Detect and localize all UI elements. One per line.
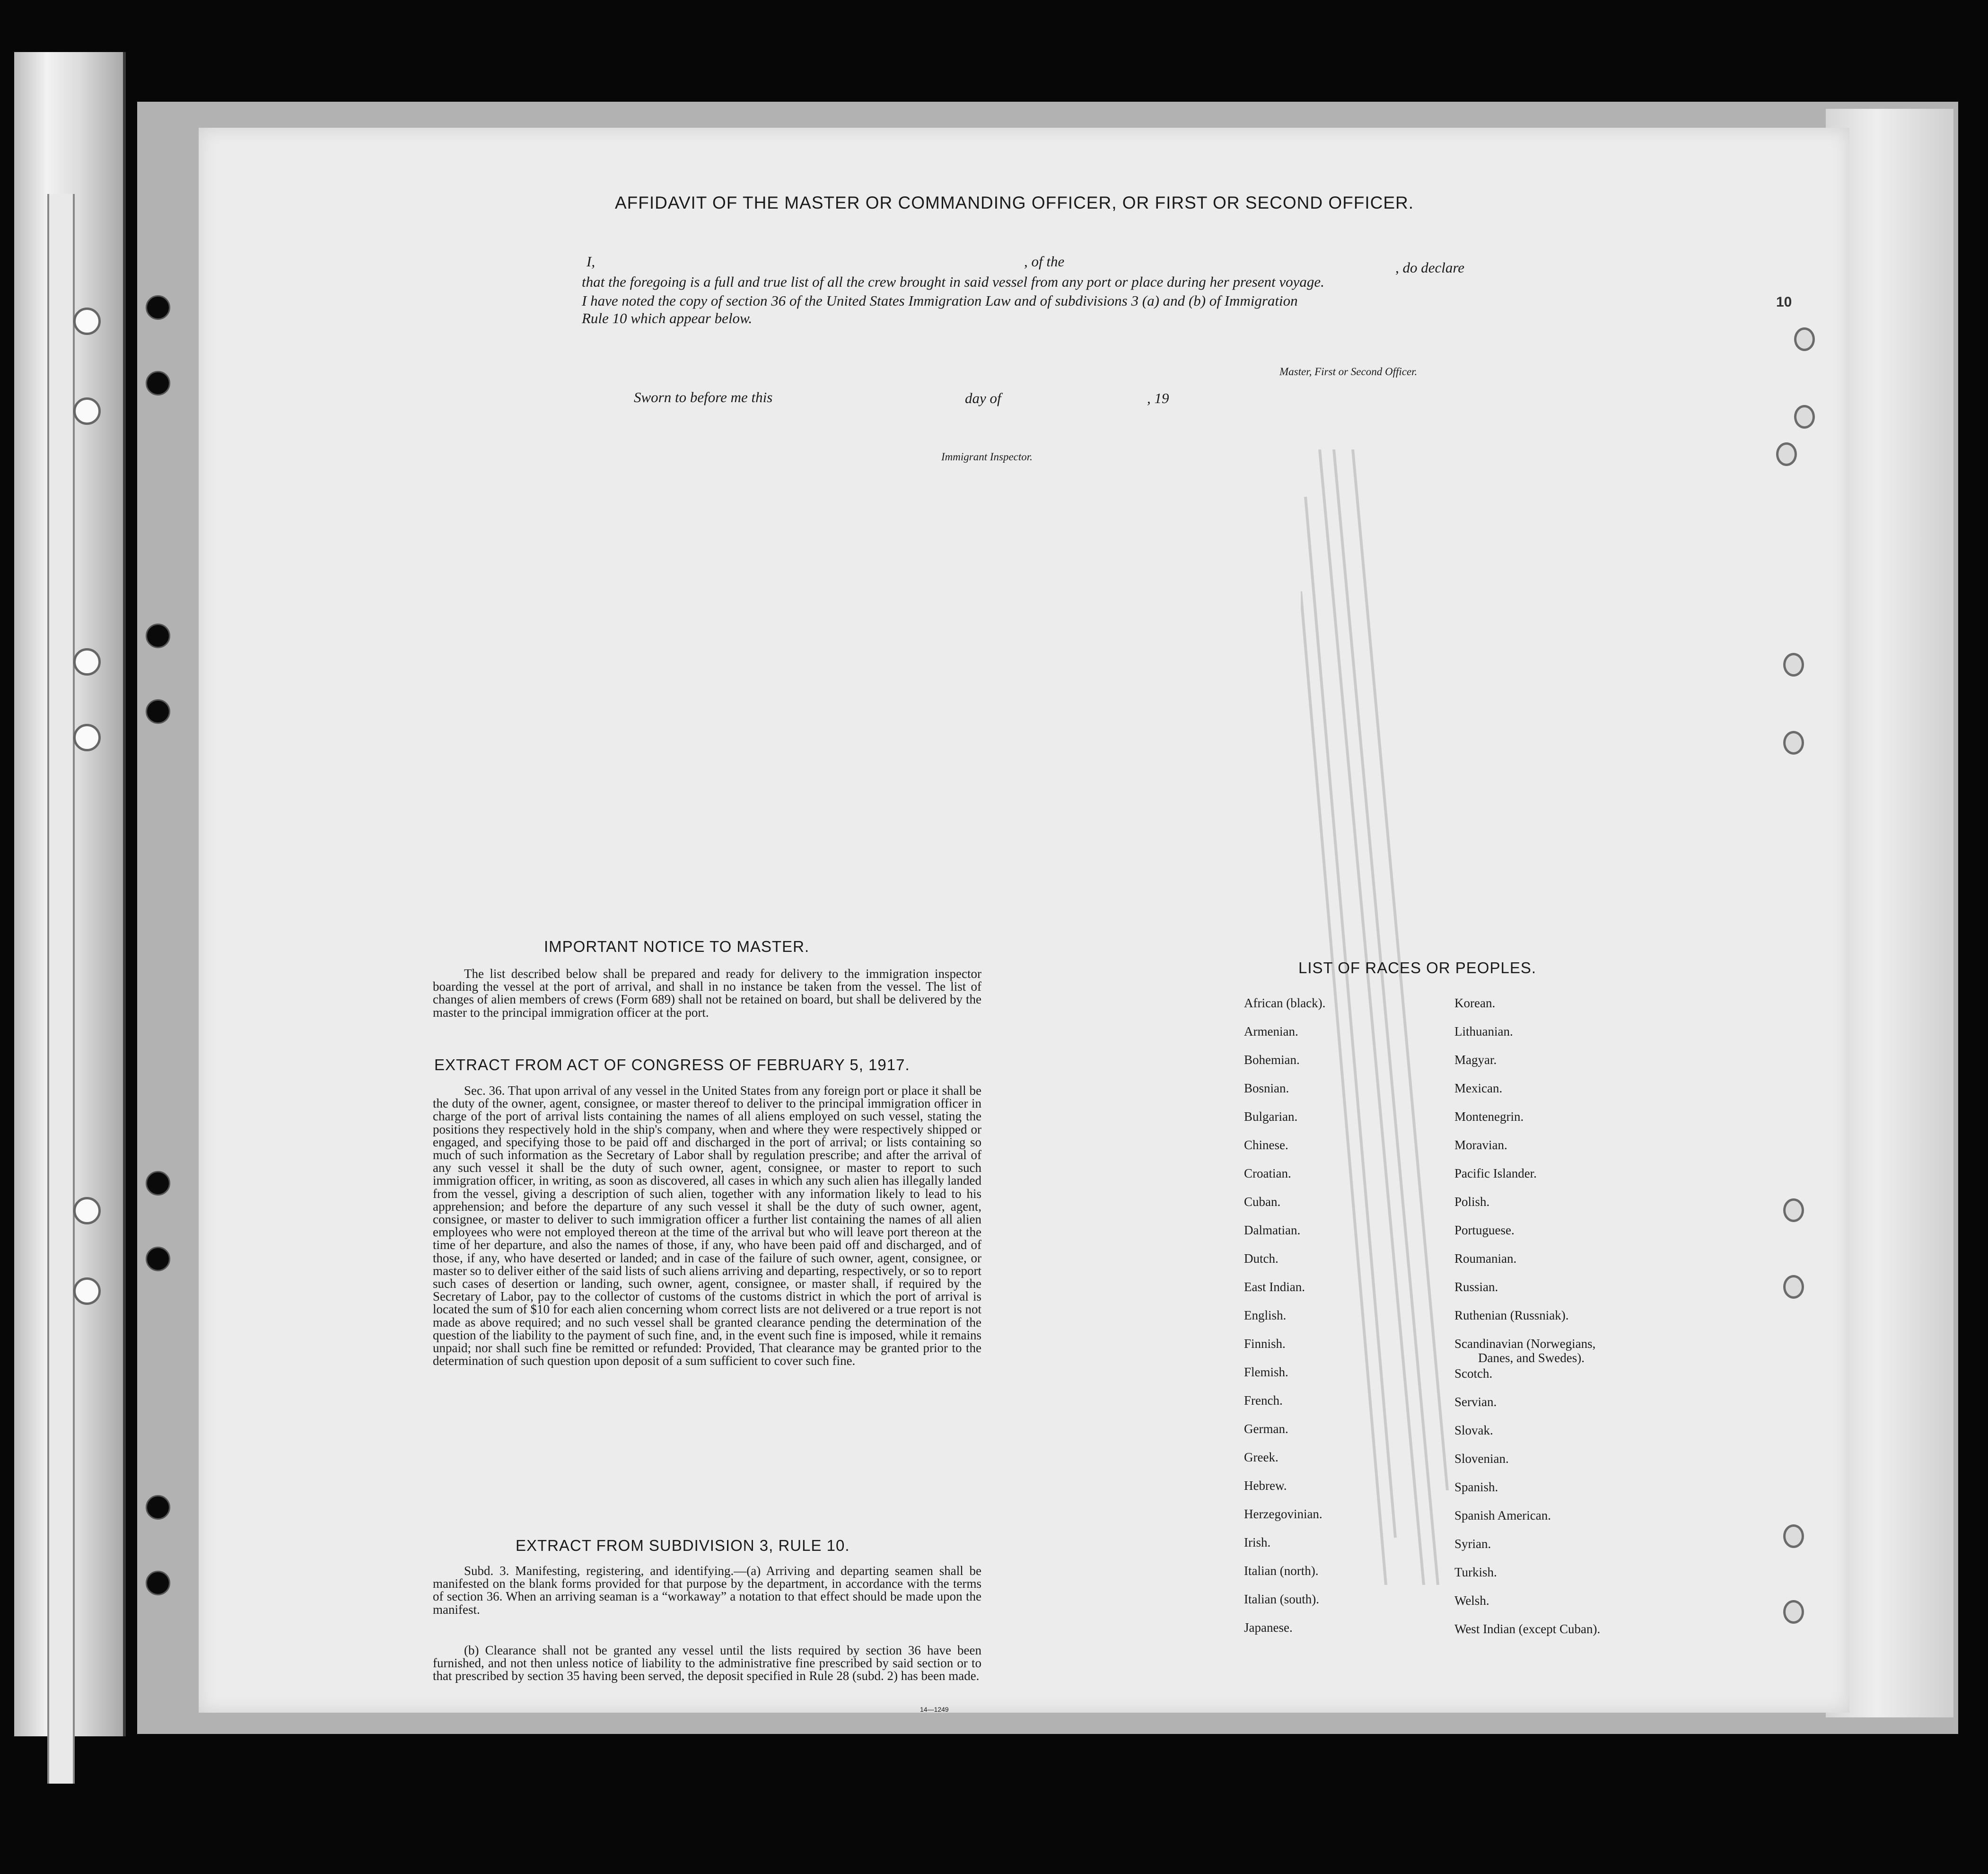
race-item: Slovenian. (1454, 1452, 1509, 1466)
race-item: Syrian. (1454, 1537, 1491, 1551)
form-number: 14—1249 (920, 1706, 949, 1713)
race-item: French. (1244, 1393, 1283, 1408)
race-item: Welsh. (1454, 1593, 1489, 1608)
ring-hole (1783, 1275, 1804, 1299)
race-item: Mexican. (1454, 1081, 1503, 1095)
race-item: Servian. (1454, 1395, 1497, 1409)
race-item: Dalmatian. (1244, 1223, 1301, 1237)
race-item: Scandinavian (Norwegians, (1454, 1337, 1596, 1351)
race-item: Finnish. (1244, 1337, 1286, 1351)
race-item: Bohemian. (1244, 1053, 1300, 1067)
race-item: Irish. (1244, 1535, 1271, 1549)
race-item: Hebrew. (1244, 1478, 1287, 1493)
binder-ring-hole (73, 724, 101, 751)
ring-hole (1794, 327, 1815, 351)
race-item: Armenian. (1244, 1024, 1298, 1038)
race-item: Flemish. (1244, 1365, 1288, 1379)
race-item: Bulgarian. (1244, 1109, 1298, 1124)
race-item: English. (1244, 1308, 1287, 1322)
race-item: Slovak. (1454, 1423, 1493, 1437)
affidavit-line-3: I have noted the copy of section 36 of the United States Immigration Law and of subdivisions 3 (a) and (b) of Immigration (582, 292, 1298, 309)
race-item: Portuguese. (1454, 1223, 1515, 1237)
race-item: Spanish. (1454, 1480, 1498, 1494)
binder-strip (47, 194, 75, 1784)
ring-hole (1783, 1198, 1804, 1222)
race-item: Moravian. (1454, 1138, 1507, 1152)
notice-text: The list described below shall be prepared and ready for delivery to the immigration inspector boarding the vessel at the port of arrival, and shall in no instance be taken from the vessel. The list of changes of alien members of crews (Form 689) shall not be retained on board, but shall be delivered by the master to the principal immigration officer at the port. (433, 967, 981, 1020)
race-item: African (black). (1244, 996, 1326, 1010)
race-item: Bosnian. (1244, 1081, 1289, 1095)
rule-heading: EXTRACT FROM SUBDIVISION 3, RULE 10. (516, 1537, 850, 1554)
rule-text-b: (b) Clearance shall not be granted any vessel until the lists required by section 36 have been furnished, and not then unless notice of liability to the administrative fine prescribed by said section or to that prescribed by section 35 having been served, the deposit specified in Rule 28 (subd. 2) has been made. (433, 1643, 981, 1683)
notice-heading: IMPORTANT NOTICE TO MASTER. (544, 938, 810, 955)
affidavit-declare: , do declare (1395, 259, 1465, 276)
race-item: German. (1244, 1422, 1288, 1436)
punch-hole (146, 699, 170, 724)
ring-hole (1776, 442, 1797, 466)
act-heading: EXTRACT FROM ACT OF CONGRESS OF FEBRUARY 5, 1917. (434, 1056, 910, 1073)
binder-ring-hole (73, 1197, 101, 1224)
affidavit-title: AFFIDAVIT OF THE MASTER OR COMMANDING OFFICER, OR FIRST OR SECOND OFFICER. (615, 193, 1414, 212)
binder-edge (14, 52, 126, 1736)
punch-hole (146, 295, 170, 320)
binder-ring-hole (73, 397, 101, 425)
punch-hole (146, 624, 170, 648)
race-item: Japanese. (1244, 1620, 1293, 1635)
race-item: Danes, and Swedes). (1478, 1351, 1585, 1365)
race-item: Roumanian. (1454, 1251, 1517, 1266)
race-item: Croatian. (1244, 1166, 1291, 1180)
race-item: Turkish. (1454, 1565, 1497, 1579)
race-item: Cuban. (1244, 1195, 1281, 1209)
punch-hole (146, 1247, 170, 1271)
sworn-text: Sworn to before me this (634, 389, 773, 405)
ring-hole (1783, 653, 1804, 677)
race-item: Scotch. (1454, 1366, 1493, 1381)
year-text: , 19 (1147, 390, 1169, 406)
affidavit-line-4: Rule 10 which appear below. (582, 310, 753, 326)
race-item: Russian. (1454, 1280, 1498, 1294)
punch-hole (146, 1495, 170, 1520)
ring-hole (1794, 405, 1815, 429)
race-item: Italian (south). (1244, 1592, 1319, 1606)
races-list (1239, 996, 1689, 1668)
ring-hole (1783, 731, 1804, 755)
rule-text-a: Subd. 3. Manifesting, registering, and identifying.—(a) Arriving and departing seamen shall be manifested on the blank forms provided for that purpose by the department, in accordance with the terms of section 36. When an arriving seaman is a “workaway” a notation to that effect should be made upon the manifest. (433, 1564, 981, 1617)
affidavit-i: I, (587, 253, 596, 270)
inspector-signature-label: Immigrant Inspector. (941, 451, 1033, 463)
race-item: Chinese. (1244, 1138, 1288, 1152)
affidavit-of-the: , of the (1024, 253, 1065, 270)
race-item: Herzegovinian. (1244, 1507, 1322, 1521)
race-item: Polish. (1454, 1195, 1490, 1209)
binder-ring-hole (73, 308, 101, 335)
race-item: Pacific Islander. (1454, 1166, 1537, 1180)
margin-mark: 10 (1776, 294, 1792, 310)
races-heading: LIST OF RACES OR PEOPLES. (1298, 959, 1537, 977)
ring-hole (1783, 1600, 1804, 1624)
punch-hole (146, 371, 170, 396)
race-item: West Indian (except Cuban). (1454, 1622, 1601, 1636)
race-item: Ruthenian (Russniak). (1454, 1308, 1569, 1322)
binder-ring-hole (73, 1277, 101, 1305)
race-item: Montenegrin. (1454, 1109, 1524, 1124)
ring-hole (1783, 1524, 1804, 1548)
master-signature-label: Master, First or Second Officer. (1279, 366, 1418, 378)
binder-ring-hole (73, 648, 101, 676)
race-item: Korean. (1454, 996, 1496, 1010)
race-item: Dutch. (1244, 1251, 1279, 1266)
act-text: Sec. 36. That upon arrival of any vessel in the United States from any foreign port or place it shall be the duty of the owner, agent, consignee, or master thereof to deliver to the principal immigration officer in charge of the port of arrival lists containing the names of all aliens employed on such vessel, stating the positions they respectively hold in the ship's company, when and where they were respectively shipped or engaged, and specifying those to be paid off and discharged in the port of arrival; or lists containing so much of such information as the Secretary of Labor shall by regulation prescribe; and after the arrival of any such vessel it shall be the duty of such owner, agent, consignee, or master to report to such immigration officer, in writing, as soon as discovered, all cases in which any such alien has illegally landed from the vessel, giving a description of such alien, together with any information likely to lead to his apprehension; and before the departure of any such vessel it shall be the duty of such owner, agent, consignee, or master to deliver to such immigration officer a further list containing the names of all alien employees who were not employed thereon at the time of the arrival but who will leave port thereon at the time of her departure, and also the names of those, if any, who have been paid off and discharged, and of those, if any, who have deserted or landed; and in case of the failure of such owner, agent, consignee, or master so to deliver either of the said lists of such aliens arriving and departing, respectively, or so to report such cases of desertion or landing, such owner, agent, consignee, or master shall, if required by the Secretary of Labor, pay to the collector of customs of the customs district in which the port of arrival is located the sum of $10 for each alien concerning whom correct lists are not delivered or a true report is not made as above required; and no such vessel shall be granted clearance pending the determination of the question of the liability to the payment of such fine, and, in the event such fine is imposed, while it remains unpaid; nor shall such fine be remitted or refunded: Provided, That clearance may be granted prior to the determination of such question upon deposit of a sum sufficient to cover such fine. (433, 1083, 981, 1368)
punch-hole (146, 1571, 170, 1595)
race-item: Italian (north). (1244, 1564, 1319, 1578)
affidavit-line-2: that the foregoing is a full and true list of all the crew brought in said vessel from any port or place during her present voyage. (582, 273, 1324, 290)
day-of-text: day of (965, 390, 1001, 406)
race-item: Magyar. (1454, 1053, 1497, 1067)
race-item: Lithuanian. (1454, 1024, 1513, 1038)
race-item: Spanish American. (1454, 1508, 1551, 1522)
race-item: East Indian. (1244, 1280, 1305, 1294)
punch-hole (146, 1171, 170, 1196)
race-item: Greek. (1244, 1450, 1279, 1464)
